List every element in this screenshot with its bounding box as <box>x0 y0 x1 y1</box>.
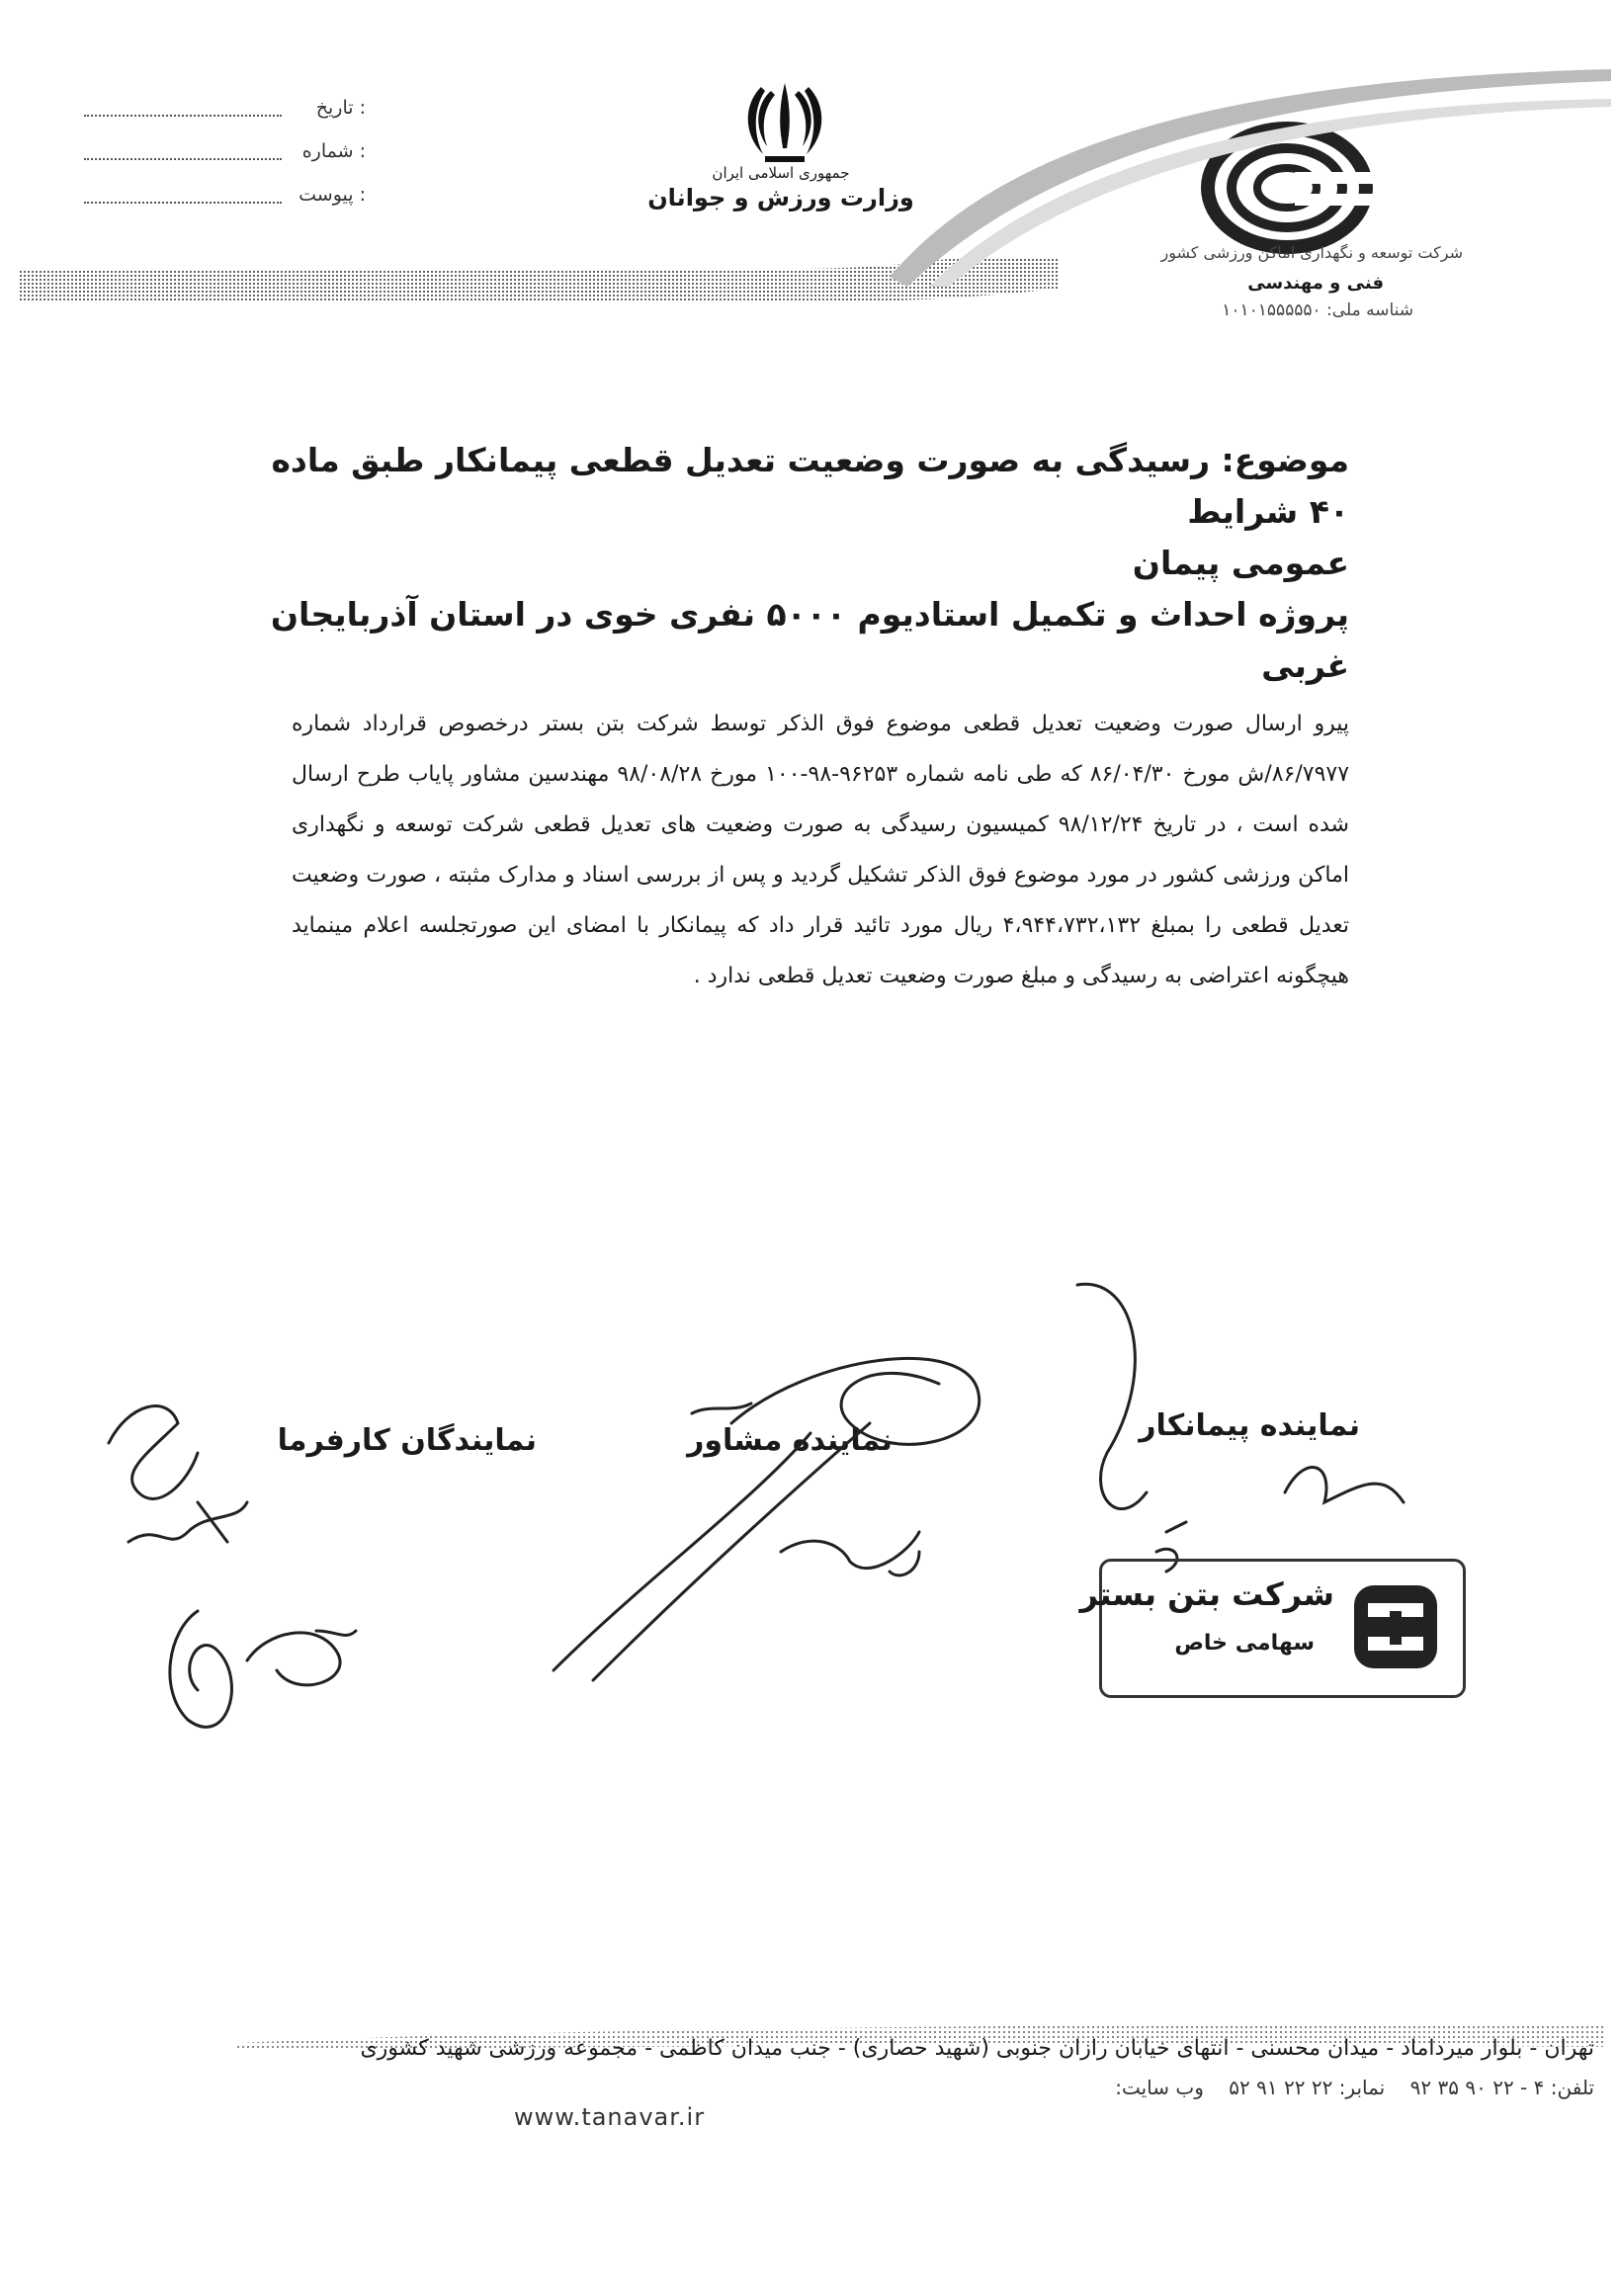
attachment-label: پیوست : <box>298 184 366 206</box>
government-name: جمهوری اسلامی ایران <box>712 164 850 182</box>
date-field <box>84 97 366 132</box>
employer-signature-1 <box>109 1406 247 1542</box>
body-paragraph: پیرو ارسال صورت وضعیت تعدیل قطعی موضوع فوق الذکر توسط شرکت بتن بستر درخصوص قرارداد شماره ۸۶/۷۹۷۷/ش مورخ ۸۶/۰۴/۳۰ که طی نامه شماره ۹۶۲۵۳-۹۸-۱۰۰ مورخ ۹۸/۰۸/۲۸ مهندسین مشاور پایاب طرح ارسال شده است ، در تاریخ ۹۸/۱۲/۲۴ کمیسیون رسیدگی به صورت وضعیت های تعدیل قطعی شرکت توسعه و نگهداری اماکن ورزشی کشور در مورد موضوع فوق الذکر تشکیل گردید و پس از بررسی اسناد و مدارک مثبته ، صورت وضعیت تعدیل قطعی را بمبلغ ۴،۹۴۴،۷۳۲،۱۳۲ ریال مورد تائید قرار داد که پیمانکار با امضای این صورتجلسه اعلام مینماید هیچگونه اعتراضی به رسیدگی و مبلغ صورت وضعیت تعدیل قطعی ندارد . <box>292 712 1350 988</box>
stamp-company-name: شرکت بتن بستر <box>1079 1575 1334 1613</box>
subject-line-2: عمومی پیمان <box>1132 544 1349 582</box>
company-stamp <box>1079 1559 1466 1698</box>
attachment-dotted-line <box>84 202 282 204</box>
date-label: تاریخ : <box>315 97 366 119</box>
attachment-field <box>84 184 366 219</box>
header-swoosh <box>890 59 1611 287</box>
employer-signature-2 <box>170 1611 356 1727</box>
iran-emblem-icon <box>741 77 828 168</box>
date-dotted-line <box>84 115 282 117</box>
stamp-company-type: سهامی خاص <box>1174 1631 1315 1656</box>
footer-fax: نمابر: ۲۲ ۲۲ ۹۱ ۵۲ <box>1229 2076 1386 2099</box>
footer-website: www.tanavar.ir <box>514 2103 706 2131</box>
stamp-logo-icon <box>1350 1581 1441 1672</box>
contractor-signature <box>1077 1284 1404 1572</box>
number-label: شماره : <box>301 140 366 162</box>
organization-name: شرکت توسعه و نگهداری اماکن ورزشی کشور <box>1160 243 1463 262</box>
employer-reps-label: نمایندگان کارفرما <box>277 1423 537 1458</box>
footer-website-label: وب سایت: <box>1115 2076 1204 2099</box>
subject-line-1: موضوع: رسیدگی به صورت وضعیت تعدیل قطعی پیمانکار طبق ماده ۴۰ شرایط <box>271 441 1349 531</box>
ministry-name: وزارت ورزش و جوانان <box>647 184 914 212</box>
consultant-signature <box>554 1358 980 1680</box>
footer-phone: تلفن: ۴ - ۲۲ ۹۰ ۳۵ ۹۲ <box>1409 2076 1594 2099</box>
number-field <box>84 140 366 176</box>
subject-block <box>247 435 1349 692</box>
footer-address: تهران - بلوار میرداماد - میدان محسنی - انتهای خیابان رازان جنوبی (شهید حصاری) - جنب میدان کاظمی - مجموعه ورزشی شهید کشوری <box>360 2036 1594 2061</box>
project-title: پروژه احداث و تکمیل استادیوم ۵۰۰۰ نفری خوی در استان آذربایجان غربی <box>270 595 1349 685</box>
consultant-rep-label: نماینده مشاور <box>687 1423 893 1458</box>
national-id: شناسه ملی: ۱۰۱۰۱۵۵۵۵۵۰ <box>1222 300 1413 320</box>
number-dotted-line <box>84 158 282 160</box>
footer-contact <box>1115 2076 1594 2099</box>
contractor-rep-label: نماینده پیمانکار <box>1139 1408 1360 1443</box>
department-name: فنی و مهندسی <box>1247 273 1384 294</box>
